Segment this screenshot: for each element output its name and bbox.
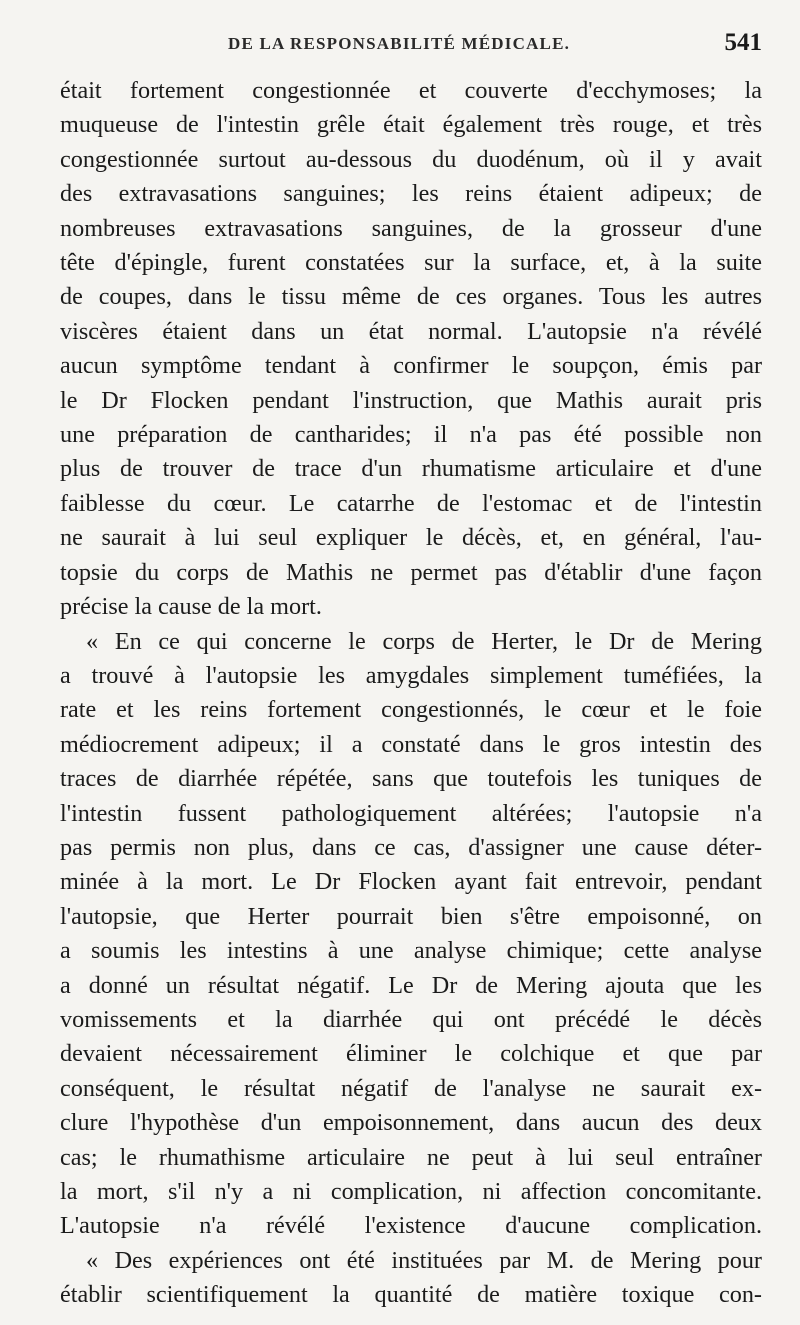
- text-line: plus de trouver de trace d'un rhumatisme articulaire et d'une: [60, 455, 762, 483]
- text-line: une préparation de cantharides; il n'a pas été possible non: [60, 421, 762, 449]
- text-line: minée à la mort. Le Dr Flocken ayant fait entrevoir, pendant: [60, 868, 762, 896]
- text-line: était fortement congestionnée et couverte d'ecchymoses; la: [60, 77, 762, 104]
- body-text: [60, 74, 762, 1313]
- text-line: ne saurait à lui seul expliquer le décès, et, en général, l'au-: [60, 524, 762, 552]
- text-line: vomissements et la diarrhée qui ont précédé le décès: [60, 1005, 762, 1033]
- text-line: établir scientifiquement la quantité de matière toxique con-: [60, 1281, 762, 1309]
- page-header: [0, 29, 800, 62]
- text-line: cas; le rhumathisme articulaire ne peut à lui seul entraîner: [60, 1143, 762, 1171]
- text-line: aucun symptôme tendant à confirmer le soupçon, émis par: [60, 352, 762, 380]
- page-number: 541: [724, 29, 762, 56]
- text-line: pas permis non plus, dans ce cas, d'assigner une cause déter-: [60, 833, 762, 861]
- text-line: nombreuses extravasations sanguines, de la grosseur d'une: [60, 214, 762, 242]
- text-line: des extravasations sanguines; les reins étaient adipeux; de: [60, 180, 762, 208]
- text-line: clure l'hypothèse d'un empoisonnement, dans aucun des deux: [60, 1109, 762, 1137]
- text-line: la mort, s'il n'y a ni complication, ni affection concomitante.: [60, 1178, 762, 1205]
- paragraph-start-line: « En ce qui concerne le corps de Herter, le Dr de Mering: [86, 627, 762, 655]
- text-line: a trouvé à l'autopsie les amygdales simplement tuméfiées, la: [60, 661, 762, 689]
- text-line: devaient nécessairement éliminer le colchique et que par: [60, 1040, 762, 1068]
- text-line: le Dr Flocken pendant l'instruction, que Mathis aurait pris: [60, 386, 762, 414]
- text-line: médiocrement adipeux; il a constaté dans le gros intestin des: [60, 730, 762, 758]
- text-line: a soumis les intestins à une analyse chimique; cette analyse: [60, 937, 762, 965]
- text-line: congestionnée surtout au-dessous du duodénum, où il y avait: [60, 145, 762, 173]
- text-line: a donné un résultat négatif. Le Dr de Mering ajouta que les: [60, 971, 762, 999]
- text-line: rate et les reins fortement congestionnés, le cœur et le foie: [60, 696, 762, 724]
- text-line: muqueuse de l'intestin grêle était également très rouge, et très: [60, 111, 762, 139]
- paragraph-start-line: « Des expériences ont été instituées par M. de Mering pour: [86, 1246, 762, 1274]
- text-line: viscères étaient dans un état normal. L'autopsie n'a révélé: [60, 317, 762, 345]
- paragraph-end-line: L'autopsie n'a révélé l'existence d'aucune complication.: [60, 1212, 762, 1240]
- text-line: topsie du corps de Mathis ne permet pas d'établir d'une façon: [60, 558, 762, 586]
- text-line: conséquent, le résultat négatif de l'analyse ne saurait ex-: [60, 1074, 762, 1102]
- text-line: l'intestin fussent pathologiquement altérées; l'autopsie n'a: [60, 799, 762, 827]
- text-line: traces de diarrhée répétée, sans que toutefois les tuniques de: [60, 765, 762, 793]
- text-line: l'autopsie, que Herter pourrait bien s'être empoisonné, on: [60, 902, 762, 930]
- text-line: de coupes, dans le tissu même de ces organes. Tous les autres: [60, 283, 762, 311]
- text-line: faiblesse du cœur. Le catarrhe de l'estomac et de l'intestin: [60, 489, 762, 517]
- text-line: tête d'épingle, furent constatées sur la surface, et, à la suite: [60, 249, 762, 277]
- paragraph-end-line: précise la cause de la mort.: [60, 593, 322, 621]
- running-title: DE LA RESPONSABILITÉ MÉDICALE.: [228, 34, 571, 53]
